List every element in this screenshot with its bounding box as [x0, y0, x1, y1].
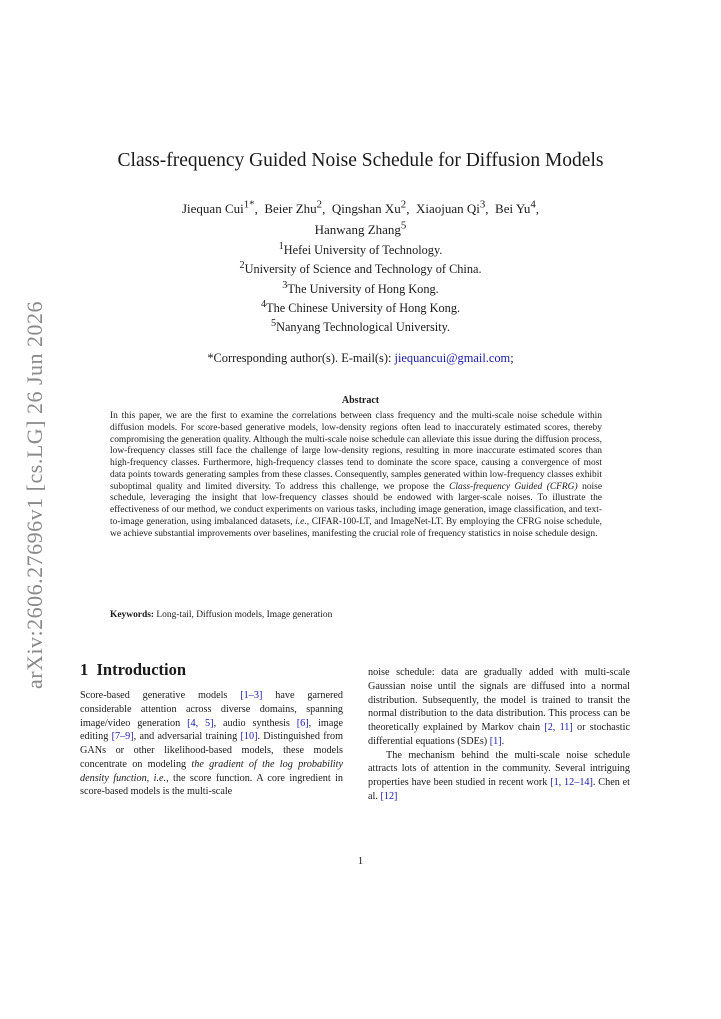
page-number: 1 [357, 855, 364, 867]
citation-link[interactable]: [4, 5] [187, 717, 214, 729]
author: Beier Zhu$^2$ [264, 199, 323, 217]
paragraph: Score-based generative models [1–3] have garnered considerable attention across diverse domains, spanning image/video generation [4, 5], audio synthesis [6], image editing [7–9], and adversarial training [10]. Distinguished from GANs or other likelihood-based models, these models concentrate on modeling the gradient of the log probability density function, i.e., the score function. A core ingredient in score-based models is the multi-scale [80, 690, 344, 798]
author-list [100, 197, 621, 238]
paragraph: The mechanism behind the multi-scale noise schedule attracts lots of attention in the community. Several intriguing properties have been studied in recent work [1, 12–14]. Chen et al. [12] [368, 749, 630, 802]
author-line-2 [100, 217, 621, 237]
citation-link[interactable]: [12] [380, 790, 398, 802]
keywords: Keywords: Long-tail, Diffusion models, Image generation [110, 610, 333, 620]
citation-link[interactable]: [6] [296, 717, 309, 729]
paper-title: Class-frequency Guided Noise Schedule for Diffusion Models [117, 150, 604, 171]
author: Bei Yu$^4$ [495, 199, 536, 217]
affiliation: $^4$The Chinese University of Hong Kong. [260, 298, 461, 315]
citation-link[interactable]: [1] [489, 735, 502, 747]
arxiv-identifier: arXiv:2606.27696v1 [cs.LG] 26 Jun 2026 [22, 300, 47, 690]
affiliation: $^2$University of Science and Technology of China. [239, 260, 482, 277]
section-heading: 1 Introduction [80, 660, 187, 679]
affiliation: $^3$The University of Hong Kong. [282, 279, 439, 296]
right-column [368, 666, 630, 804]
author: Jiequan Cui$^{1*}$ [181, 199, 255, 217]
citation-link[interactable]: [10] [240, 731, 258, 743]
author: Xiaojuan Qi$^3$ [415, 199, 486, 217]
abstract-heading: Abstract [341, 395, 380, 406]
affiliation: $^5$Nanyang Technological University. [270, 318, 451, 335]
citation-link[interactable]: [2, 11] [544, 722, 573, 733]
paragraph: noise schedule: data are gradually added with multi-scale Gaussian noise until the signals are diffused into a normal distribution. Subsequently, the model is trained to transit the normal distribution to the data distribution. This process can be theoretically explained by Markov chain [2, 11] or stochastic differential equations (SDEs) [1]. [368, 667, 630, 747]
citation-link[interactable]: [1–3] [240, 690, 263, 701]
abstract-body: In this paper, we are the first to examine the correlations between class frequency and the multi-scale noise schedule within diffusion models. For score-based generative models, low-density regions often lead to inaccurately estimated scores, thereby compromising the generation quality. Although the multi-scale noise schedule can alleviate this issue during the diffusion process, low-frequency classes still face the challenge of large low-density regions, resulting in more inaccurate estimated scores than high-frequency classes. Furthermore, high-frequency classes tend to dominate the score space, causing a convergence of most data points towards generating samples from these classes. Consequently, samples generated within low-frequency classes exhibit suboptimal quality and limited diversity. To address this challenge, we propose the Class-frequency Guided (CFRG) noise schedule, leveraging the insight that low-frequency classes should be endowed with larger-scale noises. To illustrate the effectiveness of our method, we conduct experiments on various tasks, including image generation, image classification, and text-to-image generation, using imbalanced datasets, i.e., CIFAR-100-LT, and ImageNet-LT. By employing the CFRG noise schedule, we achieve substantial improvements over baselines, manifesting the crucial role of frequency statistics in noise schedule design. [110, 411, 603, 539]
author: Qingshan Xu$^2$ [331, 199, 407, 217]
corresponding-author: *Corresponding author(s). E-mail(s): jiequancui@gmail.com; [207, 351, 514, 365]
email-link[interactable]: jiequancui@gmail.com [394, 351, 511, 365]
affiliation: $^1$Hefei University of Technology. [278, 241, 443, 258]
citation-link[interactable]: [7–9] [111, 731, 134, 743]
left-column [80, 689, 343, 799]
author: Hanwang Zhang$^5$ [314, 219, 407, 237]
affiliation-list [100, 239, 621, 335]
author-line-1: Jiequan Cui$^{1*}$, Beier Zhu$^2$, Qingshan Xu$^2$, Xiaojuan Qi$^3$, Bei Yu$^4$, [181, 199, 539, 217]
citation-link[interactable]: [1, 12–14] [550, 777, 593, 788]
